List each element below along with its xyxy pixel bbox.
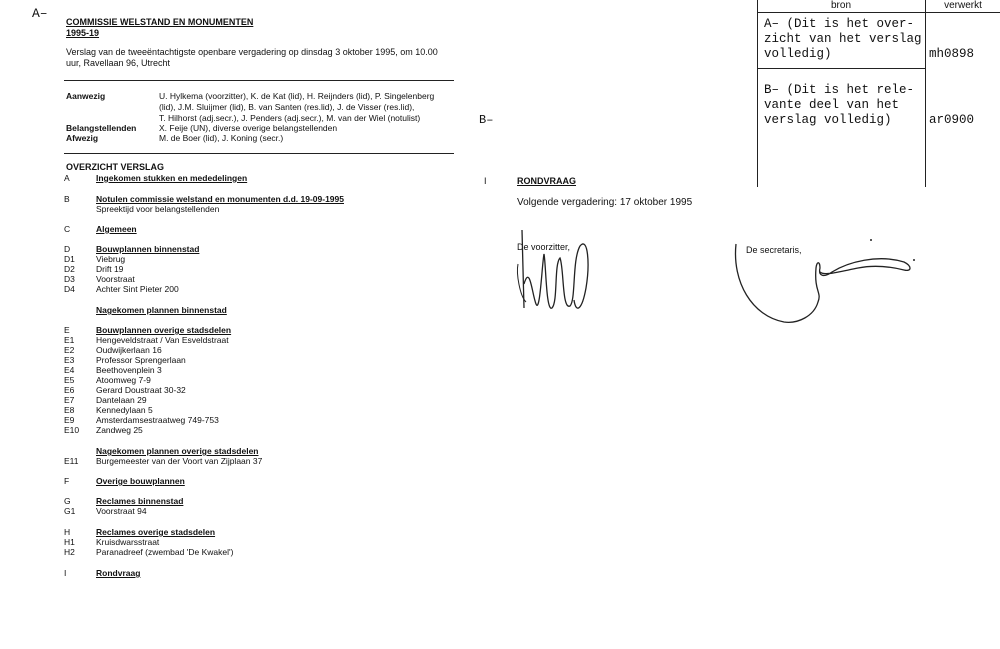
list-item-code: E1 — [64, 335, 75, 345]
item-heading: Overige bouwplannen — [96, 476, 185, 486]
item-heading: Reclames overige stadsdelen — [96, 527, 216, 537]
item-code: B — [64, 194, 70, 204]
list-item: Kruisdwarsstraat — [96, 537, 160, 547]
next-meeting: Volgende vergadering: 17 oktober 1995 — [517, 197, 693, 208]
list-item: Viebrug — [96, 254, 126, 264]
list-item-code: D3 — [64, 274, 75, 284]
belangstellenden-text: X. Feije (UN), diverse overige belangstellenden — [159, 123, 338, 133]
list-item-code: E3 — [64, 355, 75, 365]
item-subheading: Nagekomen plannen binnenstad — [96, 305, 227, 315]
secretary-label: De secretaris, — [746, 245, 802, 255]
list-item-code: E5 — [64, 375, 75, 385]
margin-marker-b: B– — [479, 113, 494, 127]
intro-line-2: uur, Ravellaan 96, Utrecht — [66, 58, 171, 68]
item-subheading: Nagekomen plannen overige stadsdelen — [96, 446, 259, 456]
item-heading: Notulen commissie welstand en monumenten d.d. 19-09-1995 — [96, 194, 344, 204]
table-row-b-code: ar0900 — [929, 113, 975, 127]
list-item-code: H1 — [64, 537, 75, 547]
list-item: Dantelaan 29 — [96, 395, 147, 405]
table-header-rule — [757, 12, 1000, 13]
list-item: Voorstraat 94 — [96, 506, 147, 516]
list-item-code: E11 — [64, 456, 79, 466]
list-item: Voorstraat — [96, 274, 135, 284]
item-heading: Ingekomen stukken en mededelingen — [96, 173, 248, 183]
belangstellenden-label: Belangstellenden — [66, 123, 137, 133]
divider-top — [64, 80, 454, 81]
table-row-a-code: mh0898 — [929, 47, 975, 61]
aanwezig-line-2: (lid), J.M. Sluijmer (lid), B. van Santen (res.lid), J. de Visser (res.lid), — [159, 102, 415, 112]
list-item: Zandweg 25 — [96, 425, 143, 435]
aanwezig-line-1: U. Hylkema (voorzitter), K. de Kat (lid), H. Reijnders (lid), P. Singelenberg — [159, 91, 435, 101]
overview-title: OVERZICHT VERSLAG — [66, 162, 165, 172]
list-item-code: D1 — [64, 254, 75, 264]
table-border-left — [757, 0, 758, 187]
item-code: A — [64, 173, 70, 183]
table-row-a-line-2: zicht van het verslag — [764, 32, 922, 46]
list-item: Gerard Doustraat 30-32 — [96, 385, 186, 395]
aanwezig-label: Aanwezig — [66, 91, 106, 101]
document-title: COMMISSIE WELSTAND EN MONUMENTEN — [66, 17, 254, 27]
document-year: 1995-19 — [66, 28, 100, 38]
item-heading: Reclames binnenstad — [96, 496, 184, 506]
table-row-b-line-3: verslag volledig) — [764, 113, 892, 127]
item-heading: Rondvraag — [96, 568, 141, 578]
table-header-verwerkt: verwerkt — [944, 0, 982, 11]
list-item-code: E9 — [64, 415, 75, 425]
item-code: G — [64, 496, 71, 506]
list-item: Atoomweg 7-9 — [96, 375, 151, 385]
list-item: Paranadreef (zwembad 'De Kwakel') — [96, 547, 234, 557]
margin-marker-a: A– — [32, 6, 48, 21]
list-item-code: D2 — [64, 264, 75, 274]
item-heading: Bouwplannen binnenstad — [96, 244, 200, 254]
list-item-code: E8 — [64, 405, 75, 415]
table-row-a-line-3: volledig) — [764, 47, 832, 61]
list-item-code: G1 — [64, 506, 76, 516]
item-code: C — [64, 224, 71, 234]
aanwezig-line-3: T. Hilhorst (adj.secr.), J. Penders (adj.secr.), M. van der Wiel (notulist) — [159, 113, 421, 123]
item-code: I — [64, 568, 67, 578]
list-item: Burgemeester van der Voort van Zijplaan 37 — [96, 456, 263, 466]
table-row-a-line-1: A– (Dit is het over- — [764, 17, 915, 31]
item-code: F — [64, 476, 70, 486]
afwezig-label: Afwezig — [66, 133, 99, 143]
table-border-middle — [925, 0, 926, 187]
list-item: Hengeveldstraat / Van Esveldstraat — [96, 335, 229, 345]
afwezig-text: M. de Boer (lid), J. Koning (secr.) — [159, 133, 284, 143]
secretary-signature — [728, 232, 928, 332]
item-code: H — [64, 527, 71, 537]
list-item: Drift 19 — [96, 264, 124, 274]
item-code: D — [64, 244, 71, 254]
table-row-b-line-2: vante deel van het — [764, 98, 900, 112]
item-subline: Spreektijd voor belangstellenden — [96, 204, 220, 214]
item-heading: Bouwplannen overige stadsdelen — [96, 325, 232, 335]
list-item: Professor Sprengerlaan — [96, 355, 186, 365]
divider-middle — [64, 153, 454, 154]
list-item: Beethovenplein 3 — [96, 365, 162, 375]
item-code: E — [64, 325, 70, 335]
list-item-code: D4 — [64, 284, 75, 294]
rondvraag-code: I — [484, 176, 487, 186]
chair-label: De voorzitter, — [517, 242, 571, 252]
list-item: Achter Sint Pieter 200 — [96, 284, 179, 294]
list-item-code: E4 — [64, 365, 75, 375]
intro-line-1: Verslag van de tweeëntachtigste openbare vergadering op dinsdag 3 oktober 1995, om 10.00 — [66, 47, 438, 57]
chair-signature — [510, 224, 610, 324]
list-item: Kennedylaan 5 — [96, 405, 153, 415]
list-item: Amsterdamsestraatweg 749-753 — [96, 415, 219, 425]
rondvraag-heading: RONDVRAAG — [517, 176, 577, 186]
list-item-code: E7 — [64, 395, 75, 405]
list-item: Oudwijkerlaan 16 — [96, 345, 162, 355]
table-header-bron: bron — [830, 0, 851, 11]
list-item-code: E6 — [64, 385, 75, 395]
list-item-code: E10 — [64, 425, 80, 435]
list-item-code: E2 — [64, 345, 75, 355]
table-row-b-line-1: B– (Dit is het rele- — [764, 83, 915, 97]
table-row-separator — [757, 68, 925, 69]
list-item-code: H2 — [64, 547, 75, 557]
item-heading: Algemeen — [96, 224, 137, 234]
